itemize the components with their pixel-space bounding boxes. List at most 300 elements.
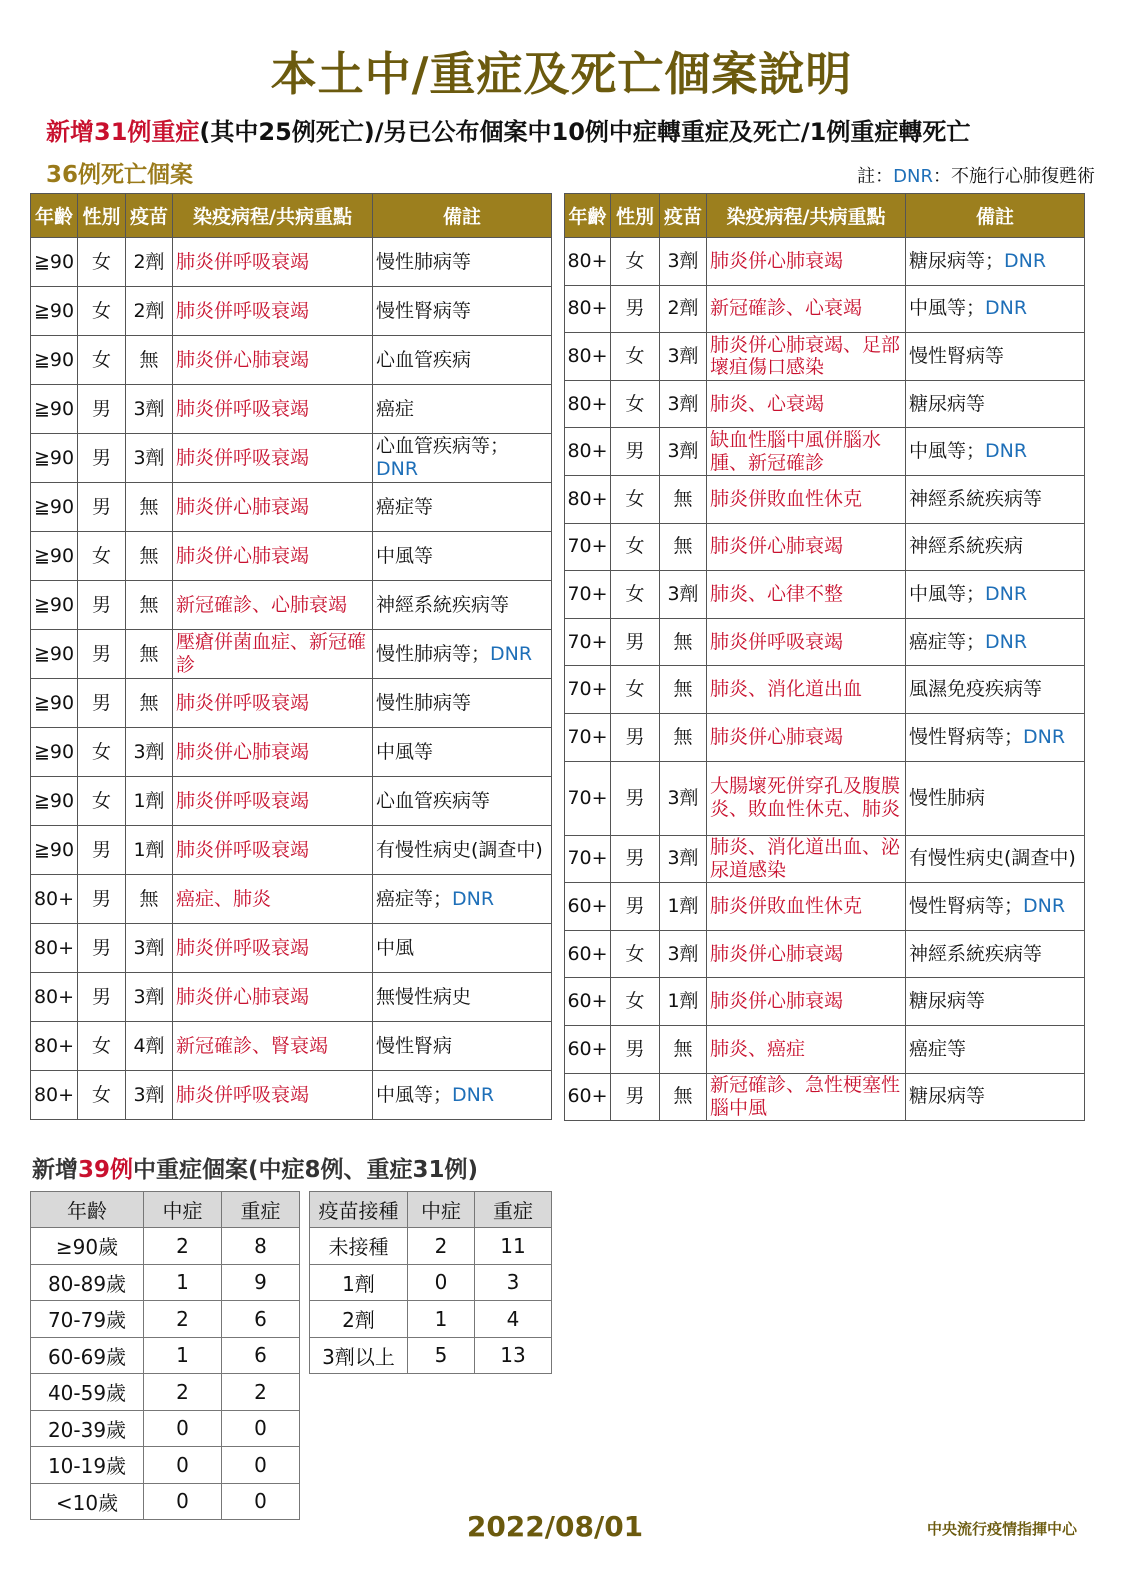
sex-cell: 男 [78,630,126,679]
sex-cell: 男 [611,428,660,476]
note-text: 癌症等； [909,630,986,653]
stat-cell: 10-19歲 [31,1447,144,1484]
note-cell [906,883,1085,931]
table-row [565,930,1085,978]
note-cell [373,434,552,483]
course-cell: 新冠確診、心肺衰竭 [173,581,373,630]
age-cell: ≧90 [31,336,78,385]
dnr-note [857,162,1095,188]
note-prefix: 註： [857,166,894,187]
age-cell: ≧90 [31,238,78,287]
stat-cell: 6 [222,1301,300,1338]
course-cell: 肺炎、消化道出血 [707,666,906,714]
table-row [31,924,552,973]
table-row [31,679,552,728]
vaccine-cell: 1劑 [126,826,173,875]
course-cell: 肺炎併心肺衰竭 [173,728,373,777]
table-row [31,581,552,630]
note-cell [373,924,552,973]
table-row [565,571,1085,619]
stat-cell: 6 [222,1337,300,1374]
table-row [565,883,1085,931]
stat-cell: 2 [144,1228,222,1265]
note-text: 心血管疾病等 [376,789,491,812]
table-row [31,385,552,434]
note-cell [373,728,552,777]
new-cases-count: 39例 [78,1157,134,1183]
table-row [31,1374,300,1411]
note-text: 慢性肺病等 [376,691,472,714]
stat-cell: 0 [222,1447,300,1484]
age-cell: 60+ [565,1073,611,1121]
table-row [31,532,552,581]
course-cell: 肺炎併心肺衰竭 [707,238,906,286]
report-date: 2022/08/01 [466,1510,644,1543]
note-cell [373,973,552,1022]
course-cell: 肺炎併心肺衰竭 [173,483,373,532]
age-cell: ≧90 [31,777,78,826]
table-row [310,1264,552,1301]
vaccine-cell: 無 [660,666,707,714]
vaccine-cell: 無 [660,713,707,761]
stat-cell: 9 [222,1264,300,1301]
table-row [31,287,552,336]
course-cell: 新冠確診、心衰竭 [707,285,906,333]
sex-cell: 男 [611,713,660,761]
note-cell [906,285,1085,333]
vaccine-cell: 無 [660,1073,707,1121]
note-cell [906,238,1085,286]
age-cell: 80+ [31,1022,78,1071]
note-text: 中風等； [376,1083,453,1106]
course-cell: 肺炎併呼吸衰竭 [707,618,906,666]
stat-cell: 20-39歲 [31,1410,144,1447]
note-text: 有慢性病史(調查中) [909,847,1076,870]
age-cell: 60+ [565,883,611,931]
sex-cell: 女 [78,777,126,826]
table-row [31,1071,552,1120]
age-cell: 80+ [31,1071,78,1120]
stat-cell: 0 [144,1483,222,1520]
vaccine-cell: 3劑 [660,835,707,883]
age-cell: 70+ [565,713,611,761]
sex-cell: 女 [611,238,660,286]
table-row [565,475,1085,523]
vaccine-stats-body [310,1228,552,1374]
table-row [565,835,1085,883]
note-cell [373,777,552,826]
vaccine-cell: 3劑 [660,238,707,286]
table-row [565,333,1085,381]
sex-cell: 男 [78,385,126,434]
table-row [31,777,552,826]
age-cell: ≧90 [31,728,78,777]
course-cell: 新冠確診、腎衰竭 [173,1022,373,1071]
note-cell [906,761,1085,835]
course-cell: 肺炎併心肺衰竭 [707,523,906,571]
stat-cell: 3 [475,1264,552,1301]
note-cell [373,875,552,924]
age-cell: 80+ [31,875,78,924]
vaccine-cell: 3劑 [660,428,707,476]
note-text: 中風等 [376,740,434,763]
stat-cell: 80-89歲 [31,1264,144,1301]
age-cell: 80+ [31,924,78,973]
sex-cell: 男 [78,973,126,1022]
note-cell [906,380,1085,428]
sex-cell: 男 [611,1025,660,1073]
sex-cell: 女 [611,978,660,1026]
vaccine-cell: 2劑 [126,287,173,336]
age-cell: 70+ [565,666,611,714]
note-text: 神經系統疾病等 [909,487,1043,510]
dnr-tag: DNR [1004,249,1047,272]
note-cell [373,679,552,728]
note-cell [373,336,552,385]
note-cell [906,666,1085,714]
age-cell: 80+ [565,333,611,381]
dnr-tag: DNR [1023,725,1066,748]
note-cell [373,385,552,434]
header-age: 年齡 [31,194,78,238]
note-cell [906,1025,1085,1073]
sex-cell: 女 [78,532,126,581]
stat-cell: 0 [222,1483,300,1520]
sex-cell: 男 [611,618,660,666]
course-cell: 壓瘡併菌血症、新冠確診 [173,630,373,679]
stat-cell: 2 [222,1374,300,1411]
note-cell [373,483,552,532]
table-row [31,728,552,777]
age-cell: 60+ [565,978,611,1026]
note-cell [906,333,1085,381]
dnr-tag: DNR [490,642,533,665]
note-cell [373,1071,552,1120]
vax-header-severe: 重症 [475,1192,552,1228]
sex-cell: 男 [611,835,660,883]
death-table-left [30,193,552,1120]
vaccine-cell: 無 [660,523,707,571]
table-row [31,1410,300,1447]
note-text: 糖尿病等 [909,392,986,415]
stat-cell: 2 [408,1228,475,1265]
course-cell: 大腸壞死併穿孔及腹膜炎、敗血性休克、肺炎 [707,761,906,835]
age-cell: 70+ [565,523,611,571]
subtitle-highlight: 新增31例重症 [46,118,200,146]
table-row [310,1228,552,1265]
note-cell [906,618,1085,666]
note-text: 有慢性病史(調查中) [376,838,543,861]
table-row [565,666,1085,714]
note-cell [906,428,1085,476]
stat-cell: 11 [475,1228,552,1265]
table-row [31,1337,300,1374]
age-cell: 80+ [565,475,611,523]
death-table-right-body [565,238,1085,1121]
age-header-age: 年齡 [31,1192,144,1228]
sex-cell: 男 [78,924,126,973]
table-row [565,1025,1085,1073]
vaccine-cell: 3劑 [660,333,707,381]
header-age: 年齡 [565,194,611,238]
sex-cell: 女 [611,571,660,619]
vaccine-cell: 2劑 [126,238,173,287]
vaccine-cell: 1劑 [126,777,173,826]
vaccine-cell: 3劑 [126,385,173,434]
vaccine-cell: 3劑 [660,571,707,619]
stat-cell: 1 [144,1337,222,1374]
vaccine-cell: 4劑 [126,1022,173,1071]
table-row [565,1073,1085,1121]
stat-cell: 13 [475,1337,552,1374]
table-row [565,523,1085,571]
new-cases-prefix: 新增 [32,1157,78,1183]
sex-cell: 男 [611,285,660,333]
age-cell: 70+ [565,571,611,619]
vaccine-cell: 1劑 [660,978,707,1026]
dnr-tag: DNR [985,630,1028,653]
table-row [31,1228,300,1265]
age-cell: 80+ [565,380,611,428]
course-cell: 癌症、肺炎 [173,875,373,924]
age-cell: 70+ [565,761,611,835]
note-text: 慢性肺病等； [376,642,491,665]
sex-cell: 女 [611,380,660,428]
course-cell: 肺炎併心肺衰竭 [173,532,373,581]
note-cell [373,630,552,679]
table-row [31,336,552,385]
note-text: 慢性腎病等 [909,345,1005,368]
header-course: 染疫病程/共病重點 [707,194,906,238]
vaccine-cell: 3劑 [126,1071,173,1120]
table-row [31,1301,300,1338]
age-cell: ≧90 [31,630,78,679]
age-cell: 80+ [565,428,611,476]
sex-cell: 女 [611,333,660,381]
sex-cell: 女 [611,523,660,571]
table-row [565,285,1085,333]
stat-cell: ≥90歲 [31,1228,144,1265]
course-cell: 肺炎併呼吸衰竭 [173,434,373,483]
note-cell [906,1073,1085,1121]
vaccine-cell: 無 [126,581,173,630]
age-cell: ≧90 [31,679,78,728]
dnr-tag: DNR [985,440,1028,463]
stat-cell: 0 [144,1447,222,1484]
sex-cell: 男 [78,679,126,728]
course-cell: 肺炎併呼吸衰竭 [173,826,373,875]
subtitle-rest: (其中25例死亡)/另已公布個案中10例中症轉重症及死亡/1例重症轉死亡 [199,118,971,146]
stat-cell: 1劑 [310,1264,408,1301]
sex-cell: 男 [611,761,660,835]
note-cell [373,1022,552,1071]
stat-cell: 60-69歲 [31,1337,144,1374]
table-row [565,238,1085,286]
vaccine-cell: 無 [126,630,173,679]
note-suffix: ：不施行心肺復甦術 [933,166,1095,187]
table-row [31,1447,300,1484]
table-row [565,761,1085,835]
age-cell: 80+ [565,285,611,333]
age-stats-table [30,1191,300,1520]
table-row [31,1264,300,1301]
sex-cell: 男 [611,1073,660,1121]
dnr-tag: DNR [985,297,1028,320]
note-text: 無慢性病史 [376,985,472,1008]
note-text: 中風等 [376,544,434,567]
stat-cell: 1 [144,1264,222,1301]
course-cell: 肺炎併敗血性休克 [707,475,906,523]
age-cell: ≧90 [31,483,78,532]
dnr-tag: DNR [1023,895,1066,918]
vaccine-cell: 無 [126,336,173,385]
age-cell: 60+ [565,930,611,978]
vaccine-cell: 3劑 [660,761,707,835]
course-cell: 肺炎、癌症 [707,1025,906,1073]
vaccine-cell: 無 [126,679,173,728]
course-cell: 肺炎併心肺衰竭 [173,973,373,1022]
stat-cell: 2劑 [310,1301,408,1338]
dnr-tag: DNR [985,583,1028,606]
course-cell: 肺炎併呼吸衰竭 [173,385,373,434]
vaccine-cell: 無 [126,875,173,924]
course-cell: 肺炎併心肺衰竭 [707,713,906,761]
note-text: 中風 [376,936,415,959]
vaccine-cell: 3劑 [126,434,173,483]
age-cell: ≧90 [31,826,78,875]
table-row [31,630,552,679]
header-vaccine: 疫苗 [660,194,707,238]
note-cell [373,287,552,336]
table-row [31,826,552,875]
header-sex: 性別 [78,194,126,238]
sex-cell: 男 [78,483,126,532]
vaccine-cell: 3劑 [126,728,173,777]
note-text: 慢性腎病等 [376,299,472,322]
sex-cell: 女 [78,336,126,385]
note-cell [906,475,1085,523]
age-cell: ≧90 [31,581,78,630]
death-table-left-body [31,238,552,1120]
stat-cell: 4 [475,1301,552,1338]
course-cell: 肺炎、心律不整 [707,571,906,619]
age-cell: ≧90 [31,385,78,434]
sex-cell: 女 [611,666,660,714]
note-text: 中風等； [909,583,986,606]
note-text: 風濕免疫疾病等 [909,678,1043,701]
course-cell: 肺炎併心肺衰竭、足部壞疽傷口感染 [707,333,906,381]
table-row [565,618,1085,666]
note-text: 慢性肺病 [909,786,986,809]
course-cell: 肺炎併心肺衰竭 [173,336,373,385]
course-cell: 肺炎併呼吸衰竭 [173,287,373,336]
table-row [565,380,1085,428]
vaccine-cell: 無 [126,532,173,581]
sex-cell: 男 [78,826,126,875]
age-stats-body [31,1228,300,1520]
note-text: 癌症等； [376,887,453,910]
note-cell [373,238,552,287]
organization: 中央流行疫情指揮中心 [926,1520,1077,1538]
age-cell: ≧90 [31,434,78,483]
header-note: 備註 [906,194,1085,238]
note-text: 中風等； [909,440,986,463]
sex-cell: 女 [78,1022,126,1071]
table-row [31,434,552,483]
course-cell: 缺血性腦中風併腦水腫、新冠確診 [707,428,906,476]
age-cell: 60+ [565,1025,611,1073]
note-text: 神經系統疾病等 [376,593,510,616]
course-cell: 肺炎併呼吸衰竭 [173,924,373,973]
note-text: 心血管疾病等； [376,435,510,458]
note-text: 慢性腎病 [376,1034,453,1057]
stat-cell: 3劑以上 [310,1337,408,1374]
vaccine-cell: 3劑 [126,973,173,1022]
stat-cell: 2 [144,1374,222,1411]
stat-cell: 0 [144,1410,222,1447]
sex-cell: 女 [611,930,660,978]
note-text: 癌症等 [909,1037,967,1060]
dnr-tag: DNR [452,1083,495,1106]
stat-cell: 40-59歲 [31,1374,144,1411]
vaccine-cell: 3劑 [660,930,707,978]
table-row [31,238,552,287]
note-text: 慢性肺病等 [376,250,472,273]
course-cell: 肺炎併心肺衰竭 [707,930,906,978]
note-cell [906,835,1085,883]
note-text: 癌症等 [376,495,434,518]
stat-cell: 0 [408,1264,475,1301]
new-cases-suffix: 中重症個案(中症8例、重症31例) [133,1157,479,1183]
table-row [31,1022,552,1071]
stat-cell: 1 [408,1301,475,1338]
subtitle [46,112,1106,147]
stat-cell: 5 [408,1337,475,1374]
stat-cell: 70-79歲 [31,1301,144,1338]
age-cell: ≧90 [31,532,78,581]
course-cell: 肺炎併心肺衰竭 [707,978,906,1026]
course-cell: 肺炎併呼吸衰竭 [173,238,373,287]
note-text: 癌症 [376,397,415,420]
sex-cell: 男 [78,581,126,630]
sex-cell: 女 [78,1071,126,1120]
vaccine-cell: 1劑 [660,883,707,931]
age-cell: 80+ [565,238,611,286]
vaccine-cell: 3劑 [660,380,707,428]
header-note: 備註 [373,194,552,238]
age-cell: 70+ [565,618,611,666]
age-header-severe: 重症 [222,1192,300,1228]
note-text: 糖尿病等 [909,1085,986,1108]
note-cell [906,978,1085,1026]
vaccine-cell: 無 [660,475,707,523]
dnr-tag: DNR [452,887,495,910]
sex-cell: 女 [78,238,126,287]
course-cell: 肺炎、心衰竭 [707,380,906,428]
new-cases-label [32,1151,478,1184]
table-row [31,483,552,532]
note-text: 慢性腎病等； [909,895,1024,918]
note-dnr: DNR [893,166,933,187]
stat-cell: 8 [222,1228,300,1265]
course-cell: 肺炎併呼吸衰竭 [173,679,373,728]
table-row [310,1301,552,1338]
vaccine-cell: 無 [660,1025,707,1073]
table-row [31,875,552,924]
stat-cell: 未接種 [310,1228,408,1265]
age-header-moderate: 中症 [144,1192,222,1228]
age-cell: ≧90 [31,287,78,336]
